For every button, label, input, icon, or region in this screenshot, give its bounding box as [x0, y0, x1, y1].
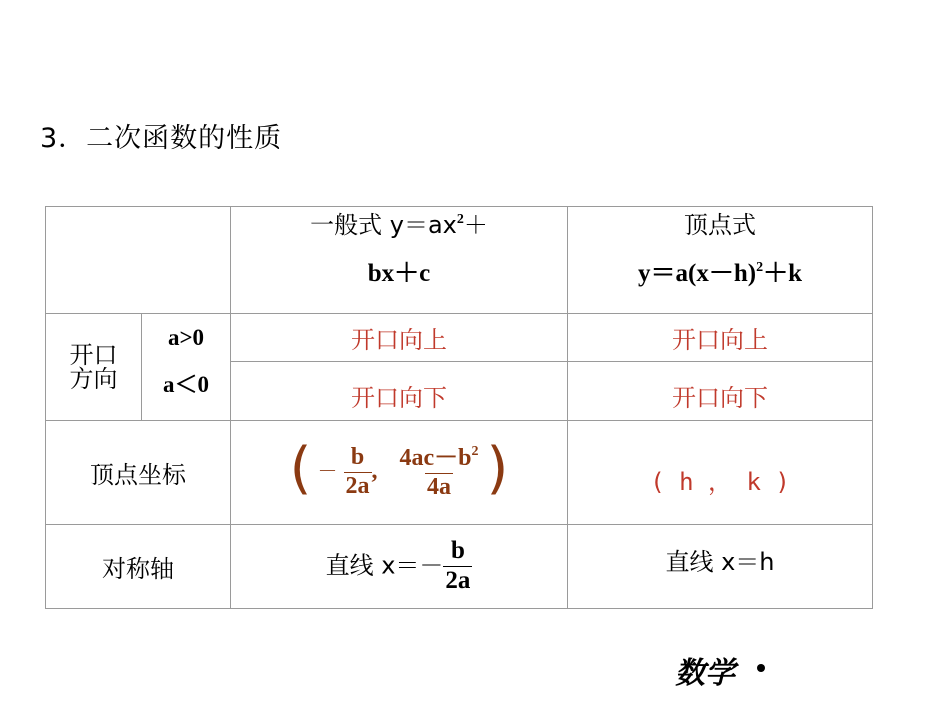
section-title: 3．二次函数的性质 — [40, 123, 283, 154]
table-header-row — [46, 207, 873, 314]
properties-table — [45, 206, 873, 609]
vertex-form-vertex-coords: ( h ， k ) — [568, 421, 873, 525]
axis-of-symmetry-label: 对称轴 — [46, 525, 231, 609]
condition-a-positive: a>0 — [142, 314, 231, 362]
table-row-axis-of-symmetry — [46, 525, 873, 609]
vertex-coords-label: 顶点坐标 — [46, 421, 231, 525]
header-general-form: 一般式 $y=ax^2+$ bx＋c — [231, 207, 568, 314]
general-opening-down: 开口向下 — [231, 362, 568, 421]
vertex-opening-down: 开口向下 — [568, 362, 873, 421]
general-opening-up: 开口向上 — [231, 314, 568, 362]
subject-footer: 数学 — [675, 656, 735, 691]
vertex-form-line1: 顶点式 — [684, 211, 756, 239]
vertex-axis-of-symmetry: 直线 x＝h — [568, 525, 873, 609]
opening-direction-label: 开口 方向 — [46, 314, 142, 421]
header-vertex-form: 顶点式 $y=a(x-h)^2+k$ — [568, 207, 873, 314]
general-form-line2: bx＋c — [367, 260, 431, 287]
vertex-form-line2: y＝a(x－h) — [638, 260, 757, 287]
general-form-line1: 一般式 y＝ax — [310, 211, 457, 239]
fraction-4ac-b2-over-4a: $\frac{4ac-b^2}{4a}$ — [399, 443, 479, 500]
table-row-opening-down — [46, 362, 873, 421]
general-vertex-coords: ( － $\frac{b}{2a}$ , $\frac{4ac-b^2}{4a}$ ) — [231, 421, 568, 525]
condition-a-negative: a＜0 — [142, 362, 231, 421]
header-blank-cell — [46, 207, 231, 314]
table-row-opening-up — [46, 314, 873, 362]
fraction-axis-b-over-2a: $\frac{b}{2a}$ — [445, 537, 471, 594]
general-axis-of-symmetry: 直线 x＝－ $\frac{b}{2a}$ — [231, 525, 568, 609]
footer-bullet-dot — [757, 664, 765, 672]
fraction-b-over-2a: $\frac{b}{2a}$ — [345, 444, 370, 499]
table-row-vertex-coords — [46, 421, 873, 525]
vertex-opening-up: 开口向上 — [568, 314, 873, 362]
